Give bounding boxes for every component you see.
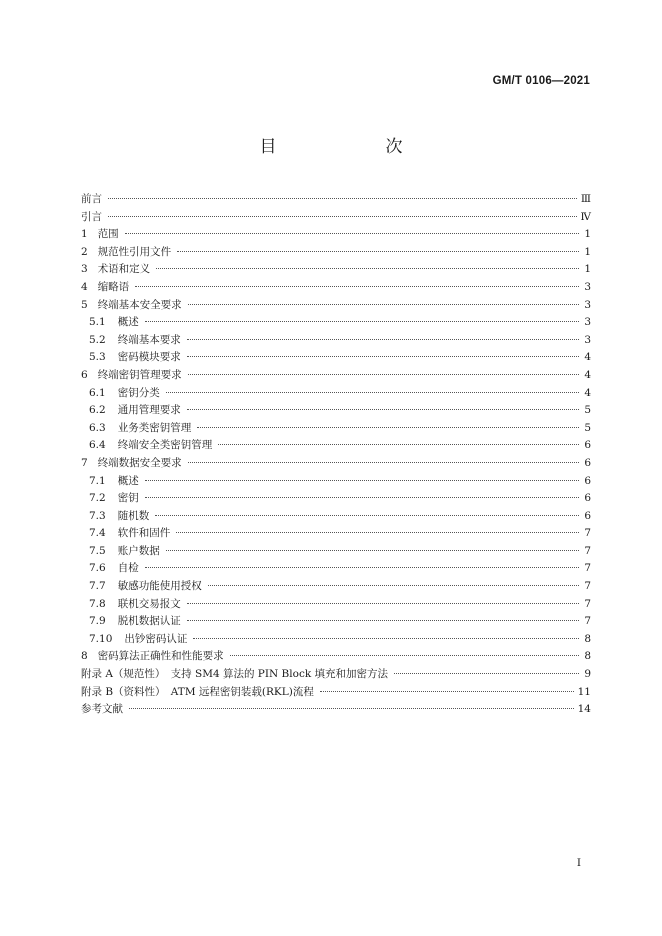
dot-leader (187, 620, 579, 621)
dot-leader (197, 427, 579, 428)
toc-entry-label: 软件和固件 (117, 527, 171, 540)
page-number: Ⅰ (576, 857, 581, 869)
dot-leader (394, 673, 579, 674)
toc-entry-page: 7 (584, 544, 591, 557)
toc-entry-label: 密钥 (117, 492, 139, 505)
toc-entry[interactable] (81, 314, 591, 332)
toc-entry[interactable] (81, 191, 591, 209)
toc-entry-number: 7.3 (89, 509, 106, 522)
toc-entry[interactable] (81, 367, 591, 385)
dot-leader (156, 268, 579, 269)
toc-entry-label: 终端安全类密钥管理 (117, 439, 213, 452)
table-of-contents (81, 191, 591, 719)
toc-entry-page: 6 (584, 492, 591, 505)
toc-entry-label: 自检 (117, 562, 139, 575)
toc-entry-number: 5.1 (89, 316, 106, 329)
dot-leader (166, 392, 579, 393)
toc-entry-label: 业务类密钥管理 (117, 421, 192, 434)
toc-entry-page: 7 (584, 597, 591, 610)
toc-entry[interactable] (81, 648, 591, 666)
toc-entry-number: 2 (81, 245, 88, 258)
dot-leader (145, 480, 579, 481)
dot-leader (320, 691, 574, 692)
toc-entry-label: 附录 A（规范性） 支持 SM4 算法的 PIN Block 填充和加密方法 (81, 668, 389, 681)
toc-entry-page: 11 (577, 685, 591, 698)
toc-entry-label: 通用管理要求 (117, 404, 181, 417)
dot-leader (193, 638, 579, 639)
dot-leader (187, 339, 579, 340)
toc-entry-page: 3 (584, 298, 591, 311)
toc-entry[interactable] (81, 525, 591, 543)
toc-entry-page: 6 (584, 439, 591, 452)
toc-entry-label: 账户数据 (117, 544, 160, 557)
toc-entry-page: 9 (584, 668, 591, 681)
dot-leader (135, 286, 579, 287)
toc-entry-number: 1 (81, 228, 88, 241)
dot-leader (145, 497, 579, 498)
toc-entry-number: 4 (81, 280, 88, 293)
toc-entry[interactable] (81, 261, 591, 279)
toc-entry-page: 7 (584, 527, 591, 540)
toc-entry-page: 4 (584, 351, 591, 364)
toc-entry-page: Ⅳ (580, 210, 591, 223)
toc-entry-page: 4 (584, 368, 591, 381)
toc-entry-number: 7.9 (89, 615, 106, 628)
toc-entry-number: 7.1 (89, 474, 106, 487)
toc-entry-label: 参考文献 (81, 703, 123, 716)
toc-entry-label: 附录 B（资料性） ATM 远程密钥装载(RKL)流程 (81, 685, 314, 698)
toc-entry[interactable] (81, 596, 591, 614)
toc-entry[interactable] (81, 226, 591, 244)
toc-entry[interactable] (81, 578, 591, 596)
toc-entry-label: 引言 (81, 210, 102, 223)
toc-entry[interactable] (81, 349, 591, 367)
toc-entry-number: 5 (81, 298, 88, 311)
toc-entry-page: 6 (584, 509, 591, 522)
toc-entry-label: 前言 (81, 193, 102, 205)
toc-entry-label: 终端基本安全要求 (97, 298, 182, 311)
toc-entry-label: 终端数据安全要求 (97, 456, 182, 469)
toc-entry[interactable] (81, 666, 591, 684)
dot-leader (125, 233, 579, 234)
toc-entry[interactable] (81, 701, 591, 719)
toc-entry[interactable] (81, 613, 591, 631)
dot-leader (177, 251, 579, 252)
toc-entry-number: 6 (81, 368, 88, 381)
toc-entry[interactable] (81, 297, 591, 315)
toc-entry-label: 终端基本要求 (117, 333, 181, 346)
dot-leader (230, 655, 579, 656)
toc-entry-number: 6.1 (89, 386, 106, 399)
toc-entry-page: 6 (584, 456, 591, 469)
toc-entry-number: 5.3 (89, 351, 106, 364)
toc-entry[interactable] (81, 402, 591, 420)
page-title: 目 次 (259, 137, 449, 157)
dot-leader (218, 444, 579, 445)
toc-entry-number: 6.2 (89, 404, 106, 417)
dot-leader (145, 567, 579, 568)
standard-code: GM/T 0106—2021 (492, 75, 590, 87)
toc-entry-label: 术语和定义 (97, 263, 151, 276)
toc-entry-page: 5 (584, 421, 591, 434)
toc-entry[interactable] (81, 490, 591, 508)
toc-entry-page: 8 (584, 650, 591, 663)
dot-leader (129, 708, 574, 709)
toc-entry-number: 7.7 (89, 580, 106, 593)
toc-entry[interactable] (81, 684, 591, 702)
toc-entry-label: 概述 (117, 316, 139, 329)
toc-entry-label: 终端密钥管理要求 (97, 368, 182, 381)
toc-entry-label: 密钥分类 (117, 386, 160, 399)
dot-leader (208, 585, 579, 586)
toc-entry-page: 7 (584, 562, 591, 575)
toc-entry-page: 6 (584, 474, 591, 487)
toc-entry-page: 14 (577, 703, 591, 716)
toc-entry-page: 7 (584, 615, 591, 628)
dot-leader (108, 198, 577, 199)
toc-entry-page: 8 (584, 632, 591, 645)
toc-entry-number: 7.6 (89, 562, 106, 575)
toc-entry[interactable] (81, 437, 591, 455)
toc-entry-label: 密码算法正确性和性能要求 (97, 650, 224, 663)
toc-entry-page: 7 (584, 580, 591, 593)
toc-entry-page: 1 (584, 245, 591, 258)
dot-leader (188, 304, 579, 305)
toc-entry-page: 1 (584, 263, 591, 276)
dot-leader (187, 603, 579, 604)
toc-entry-label: 规范性引用文件 (97, 245, 172, 258)
toc-entry[interactable] (81, 385, 591, 403)
toc-entry-label: 脱机数据认证 (117, 615, 181, 628)
toc-entry-number: 7.8 (89, 597, 106, 610)
dot-leader (155, 515, 579, 516)
toc-entry[interactable] (81, 508, 591, 526)
dot-leader (188, 374, 579, 375)
dot-leader (188, 462, 579, 463)
toc-entry-page: 3 (584, 333, 591, 346)
toc-entry-number: 7.5 (89, 544, 106, 557)
toc-entry[interactable] (81, 209, 591, 227)
toc-entry-label: 出钞密码认证 (124, 632, 188, 645)
dot-leader (187, 409, 579, 410)
toc-entry[interactable] (81, 279, 591, 297)
toc-entry-number: 6.4 (89, 439, 106, 452)
toc-entry[interactable] (81, 332, 591, 350)
toc-entry-page: 3 (584, 280, 591, 293)
toc-entry-page: 4 (584, 386, 591, 399)
toc-entry[interactable] (81, 473, 591, 491)
toc-entry-page: 3 (584, 316, 591, 329)
toc-entry-number: 7.10 (89, 632, 113, 645)
toc-entry-number: 6.3 (89, 421, 106, 434)
toc-entry-number: 8 (81, 650, 88, 663)
dot-leader (145, 321, 579, 322)
toc-entry-number: 3 (81, 263, 88, 276)
toc-entry-page: Ⅲ (580, 193, 591, 205)
toc-entry-number: 7.4 (89, 527, 106, 540)
toc-entry[interactable] (81, 543, 591, 561)
dot-leader (166, 550, 579, 551)
toc-entry[interactable] (81, 455, 591, 473)
dot-leader (187, 356, 579, 357)
toc-entry-number: 7 (81, 456, 88, 469)
toc-entry-number: 7.2 (89, 492, 106, 505)
toc-entry[interactable] (81, 244, 591, 262)
toc-entry-label: 随机数 (117, 509, 150, 522)
toc-entry-number: 5.2 (89, 333, 106, 346)
toc-entry-label: 概述 (117, 474, 139, 487)
toc-entry-page: 1 (584, 228, 591, 241)
toc-entry-label: 联机交易报文 (117, 597, 181, 610)
dot-leader (108, 216, 577, 217)
toc-entry-page: 5 (584, 404, 591, 417)
dot-leader (176, 532, 579, 533)
toc-entry-label: 密码模块要求 (117, 351, 181, 364)
toc-entry-label: 范围 (97, 228, 119, 241)
toc-entry-label: 缩略语 (97, 280, 130, 293)
toc-entry[interactable] (81, 420, 591, 438)
toc-entry-label: 敏感功能使用授权 (117, 580, 202, 593)
toc-entry[interactable] (81, 631, 591, 649)
toc-entry[interactable] (81, 560, 591, 578)
